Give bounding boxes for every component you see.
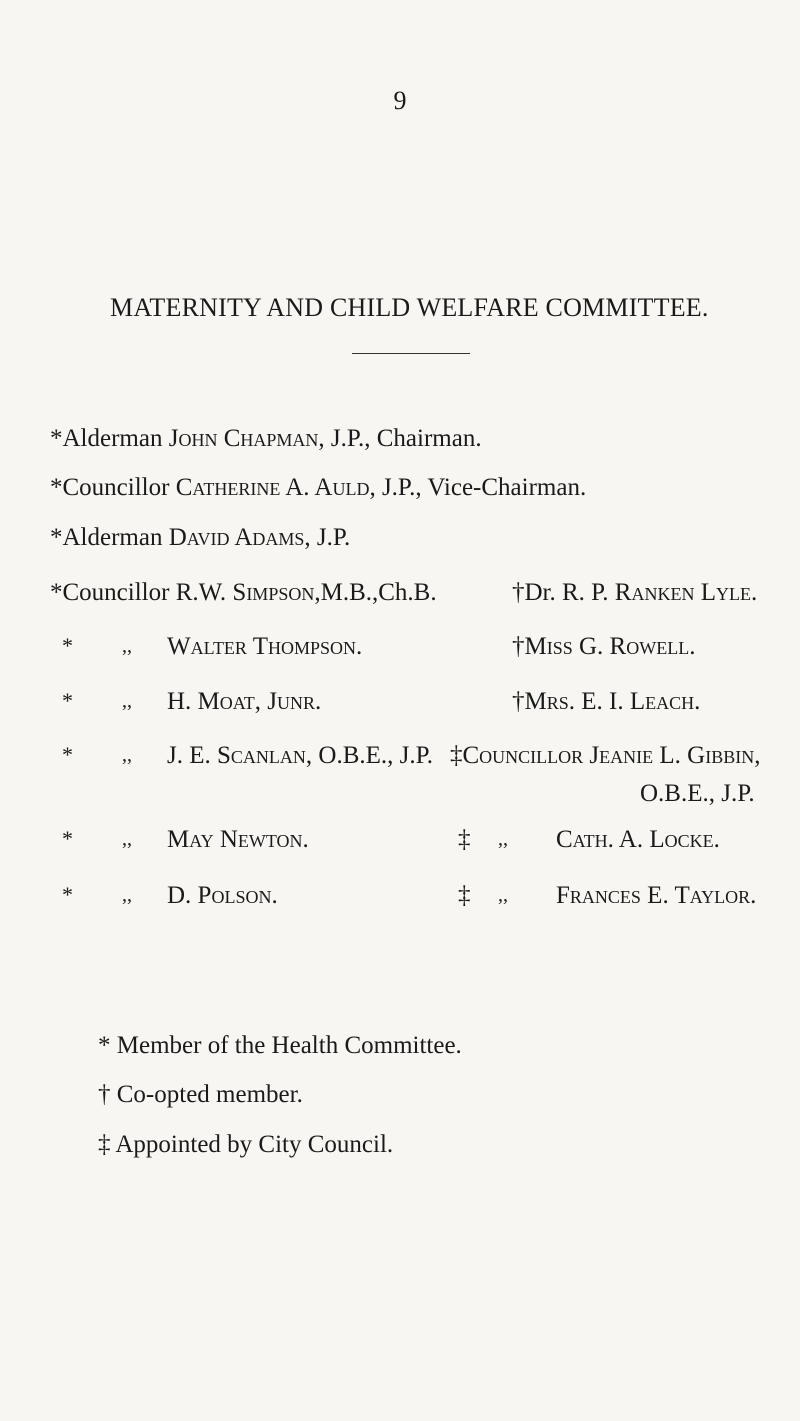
alderman-suffix: , J.P. bbox=[304, 524, 351, 551]
member-name: Walter Thompson. bbox=[167, 633, 363, 660]
chairman-line bbox=[50, 425, 482, 453]
member-name: D. Polson. bbox=[167, 882, 278, 909]
chairman-name: John Chapman bbox=[168, 425, 319, 452]
chairman-suffix: , J.P., Chairman. bbox=[318, 425, 482, 452]
lyle-prefix: †Dr. bbox=[512, 579, 556, 606]
title-divider bbox=[352, 353, 470, 354]
ditto-mark: ,, bbox=[122, 635, 132, 657]
page-number: 9 bbox=[393, 86, 407, 115]
simpson-line bbox=[50, 579, 437, 607]
page-title: MATERNITY AND CHILD WELFARE COMMITTEE. bbox=[110, 293, 709, 322]
simpson-suffix: M.B.,Ch.B. bbox=[320, 579, 437, 606]
member-mark: * bbox=[62, 742, 73, 767]
ditto-mark: ,, bbox=[122, 828, 132, 850]
appointed-mark: ‡ bbox=[458, 882, 471, 909]
member-name: May Newton. bbox=[167, 826, 309, 853]
member-mark: * bbox=[62, 633, 73, 658]
alderman-line bbox=[50, 524, 350, 552]
ditto-mark: ,, bbox=[498, 828, 508, 850]
co-opted-name: †Mrs. E. I. Leach. bbox=[512, 688, 701, 715]
alderman-role: *Alderman bbox=[50, 524, 163, 551]
vice-chairman-name: Catherine A. Auld bbox=[175, 474, 370, 501]
ditto-mark: ,, bbox=[122, 690, 132, 712]
vice-chairman-line bbox=[50, 474, 586, 502]
appointed-name-continued: O.B.E., J.P. bbox=[640, 780, 755, 807]
member-name: J. E. Scanlan, O.B.E., J.P. bbox=[167, 742, 434, 769]
appointed-name: Frances E. Taylor. bbox=[556, 882, 757, 909]
ditto-mark: ,, bbox=[122, 884, 132, 906]
appointed-name: Cath. A. Locke. bbox=[556, 826, 720, 853]
lyle-name: R. P. Ranken Lyle. bbox=[562, 579, 758, 606]
simpson-role: *Councillor bbox=[50, 579, 170, 606]
appointed-mark: ‡ bbox=[458, 826, 471, 853]
co-opted-name: †Miss G. Rowell. bbox=[512, 633, 696, 660]
lyle-line bbox=[512, 579, 757, 607]
appointed-name: ‡Councillor Jeanie L. Gibbin, bbox=[450, 742, 761, 769]
vice-chairman-suffix: , J.P., Vice-Chairman. bbox=[369, 474, 587, 501]
alderman-name: David Adams bbox=[168, 524, 305, 551]
vice-chairman-role: *Councillor bbox=[50, 474, 170, 501]
member-name: H. Moat, Junr. bbox=[167, 688, 322, 715]
chairman-role: *Alderman bbox=[50, 425, 163, 452]
footnote-co-opted: † Co-opted member. bbox=[98, 1081, 303, 1108]
ditto-mark: ,, bbox=[498, 884, 508, 906]
member-mark: * bbox=[62, 882, 73, 907]
member-mark: * bbox=[62, 826, 73, 851]
footnote-appointed: ‡ Appointed by City Council. bbox=[98, 1131, 394, 1158]
ditto-mark: ,, bbox=[122, 744, 132, 766]
member-mark: * bbox=[62, 688, 73, 713]
simpson-name: R.W. Simpson, bbox=[175, 579, 321, 606]
footnote-health-committee: * Member of the Health Committee. bbox=[98, 1032, 462, 1059]
